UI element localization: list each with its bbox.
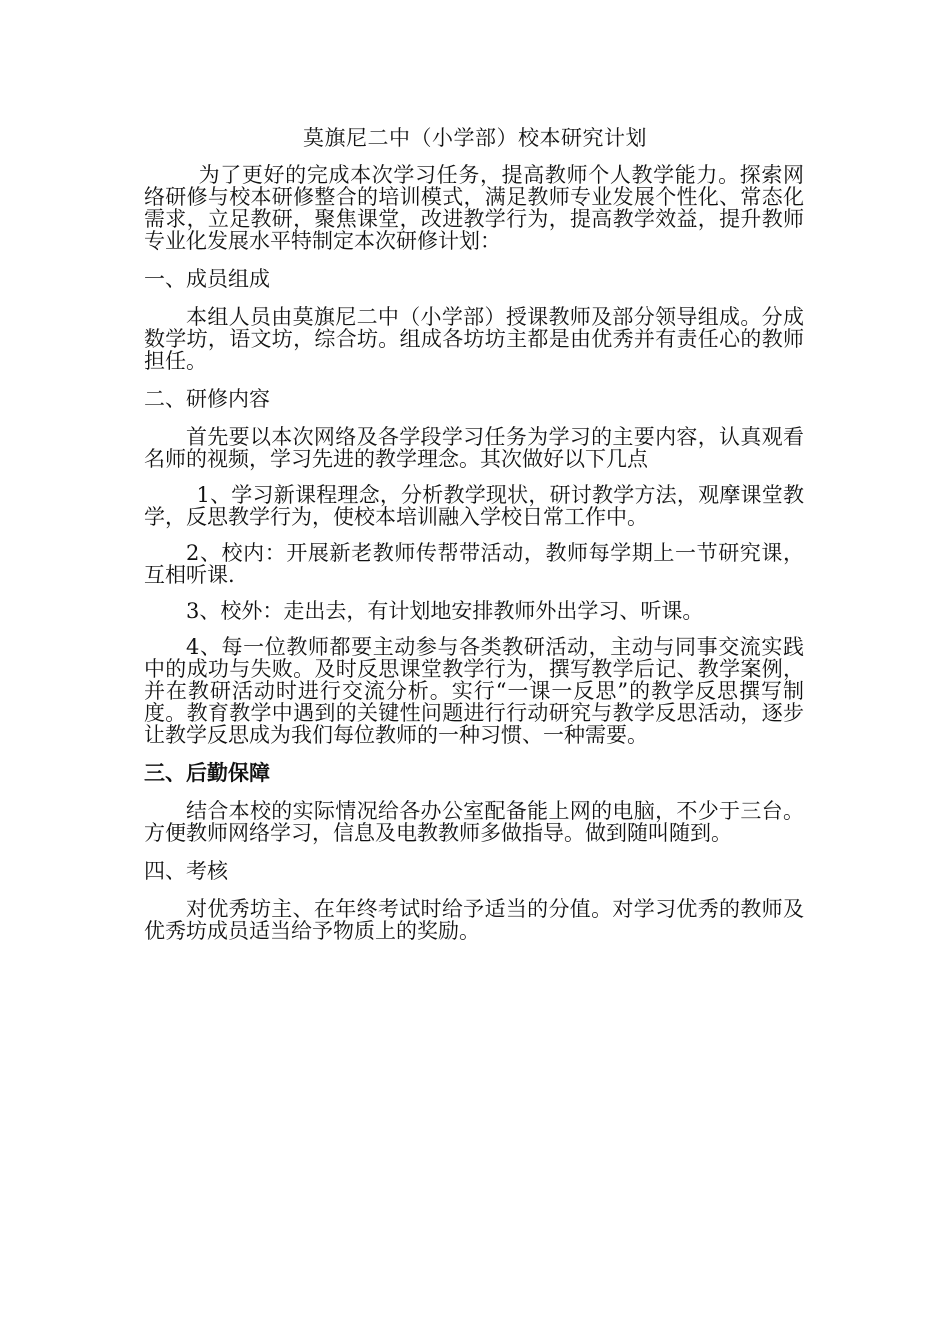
content-item-1: 1、学习新课程理念，分析教学现状，研讨教学方法，观摩课堂教学，反思教学行为，使校本培训融入学校日常工作中。 <box>144 483 804 529</box>
content-paragraph: 首先要以本次网络及各学段学习任务为学习的主要内容，认真观看名师的视频，学习先进的教学理念。其次做好以下几点 <box>144 425 804 471</box>
section-heading-logistics: 三、后勤保障 <box>144 760 270 785</box>
section-heading-content: 二、研修内容 <box>144 387 270 411</box>
document-body <box>144 164 804 956</box>
content-item-4: 4、每一位教师都要主动参与各类教研活动，主动与同事交流实践中的成功与失败。及时反思课堂教学行为，撰写教学后记、教学案例，并在教研活动时进行交流分析。实行“一课一反思”的教学反思撰写制度。教育教学中遇到的关键性问题进行行动研究与教学反思活动，逐步让教学反思成为我们每位教师的一种习惯、一种需要。 <box>144 635 804 747</box>
section-heading-assessment: 四、考核 <box>144 859 228 883</box>
members-paragraph: 本组人员由莫旗尼二中（小学部）授课教师及部分领导组成。分成数学坊，语文坊，综合坊。组成各坊坊主都是由优秀并有责任心的教师担任。 <box>144 305 804 373</box>
section-heading-members: 一、成员组成 <box>144 267 270 291</box>
content-item-3: 3、校外：走出去，有计划地安排教师外出学习、听课。 <box>186 599 704 623</box>
document-title: 莫旗尼二中（小学部）校本研究计划 <box>303 126 647 150</box>
content-item-2: 2、校内：开展新老教师传帮带活动，教师每学期上一节研究课，互相听课. <box>144 541 804 587</box>
intro-paragraph: 为了更好的完成本次学习任务，提高教师个人教学能力。探索网络研修与校本研修整合的培训模式，满足教师专业发展个性化、常态化需求，立足教研，聚焦课堂，改进教学行为，提高教学效益，提升教师专业化发展水平特制定本次研修计划： <box>144 163 804 253</box>
assessment-paragraph: 对优秀坊主、在年终考试时给予适当的分值。对学习优秀的教师及优秀坊成员适当给予物质上的奖励。 <box>144 897 804 943</box>
logistics-paragraph: 结合本校的实际情况给各办公室配备能上网的电脑，不少于三台。方便教师网络学习，信息及电教教师多做指导。做到随叫随到。 <box>144 799 804 845</box>
